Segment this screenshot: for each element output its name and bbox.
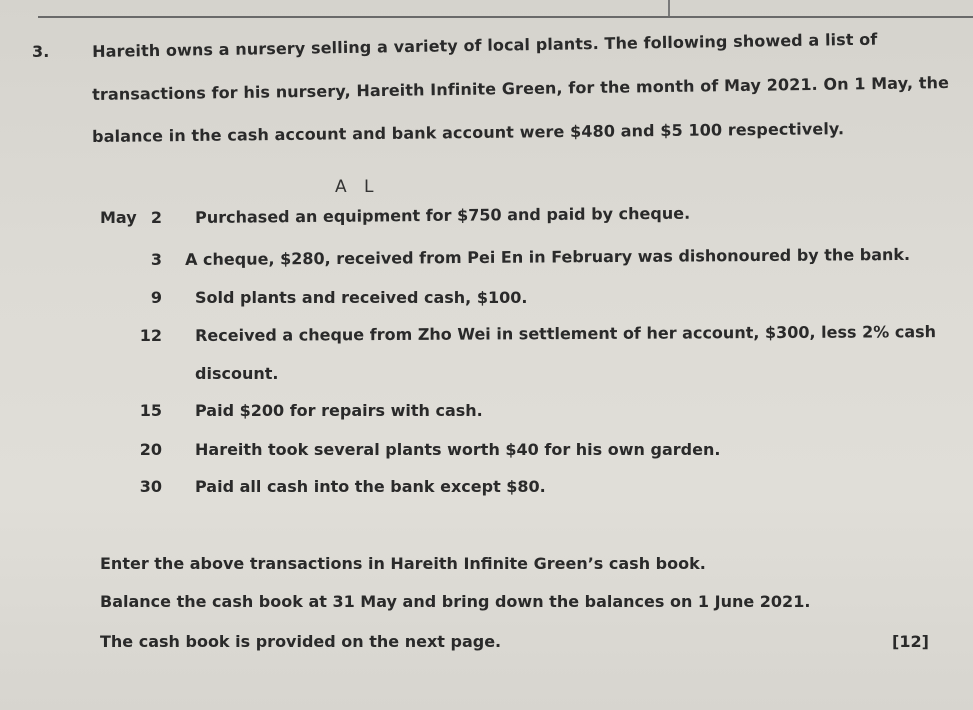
transaction-day: 15 [139, 401, 162, 420]
instruction-3: The cash book is provided on the next page. [100, 632, 502, 651]
intro-line-3: balance in the cash account and bank account were $480 and $5 100 respectively. [92, 119, 845, 146]
transaction-desc: discount. [195, 364, 279, 383]
transaction-desc: A cheque, $280, received from Pei En in February was dishonoured by the bank. [185, 244, 911, 269]
marks-label: [12] [892, 632, 929, 651]
intro-line-2: transactions for his nursery, Hareith Infinite Green, for the month of May 2021. On 1 May, the [92, 73, 950, 104]
transaction-desc: Paid all cash into the bank except $80. [195, 477, 546, 496]
transaction-day: 12 [139, 326, 162, 345]
transaction-day: 20 [139, 440, 162, 459]
intro-line-1: Hareith owns a nursery selling a variety of local plants. The following showed a list of [92, 29, 878, 61]
transaction-day: 30 [139, 477, 162, 496]
handwritten-note: A L [335, 177, 380, 197]
question-number: 3. [32, 42, 50, 61]
transaction-desc: Purchased an equipment for $750 and paid by cheque. [195, 203, 691, 227]
instruction-1: Enter the above transactions in Hareith Infinite Green’s cash book. [100, 554, 706, 573]
transaction-desc: Sold plants and received cash, $100. [195, 288, 528, 307]
transaction-desc: Paid $200 for repairs with cash. [195, 401, 483, 420]
transaction-desc: Received a cheque from Zho Wei in settlement of her account, $300, less 2% cash [195, 322, 937, 345]
transaction-day: 2 [150, 208, 162, 227]
top-rule [38, 16, 973, 18]
transaction-desc: Hareith took several plants worth $40 for his own garden. [195, 440, 721, 459]
instruction-2: Balance the cash book at 31 May and bring down the balances on 1 June 2021. [100, 592, 811, 611]
top-rule-tick [668, 0, 670, 16]
month-label: May [100, 208, 137, 227]
transaction-day: 3 [150, 250, 162, 269]
transaction-day: 9 [150, 288, 162, 307]
